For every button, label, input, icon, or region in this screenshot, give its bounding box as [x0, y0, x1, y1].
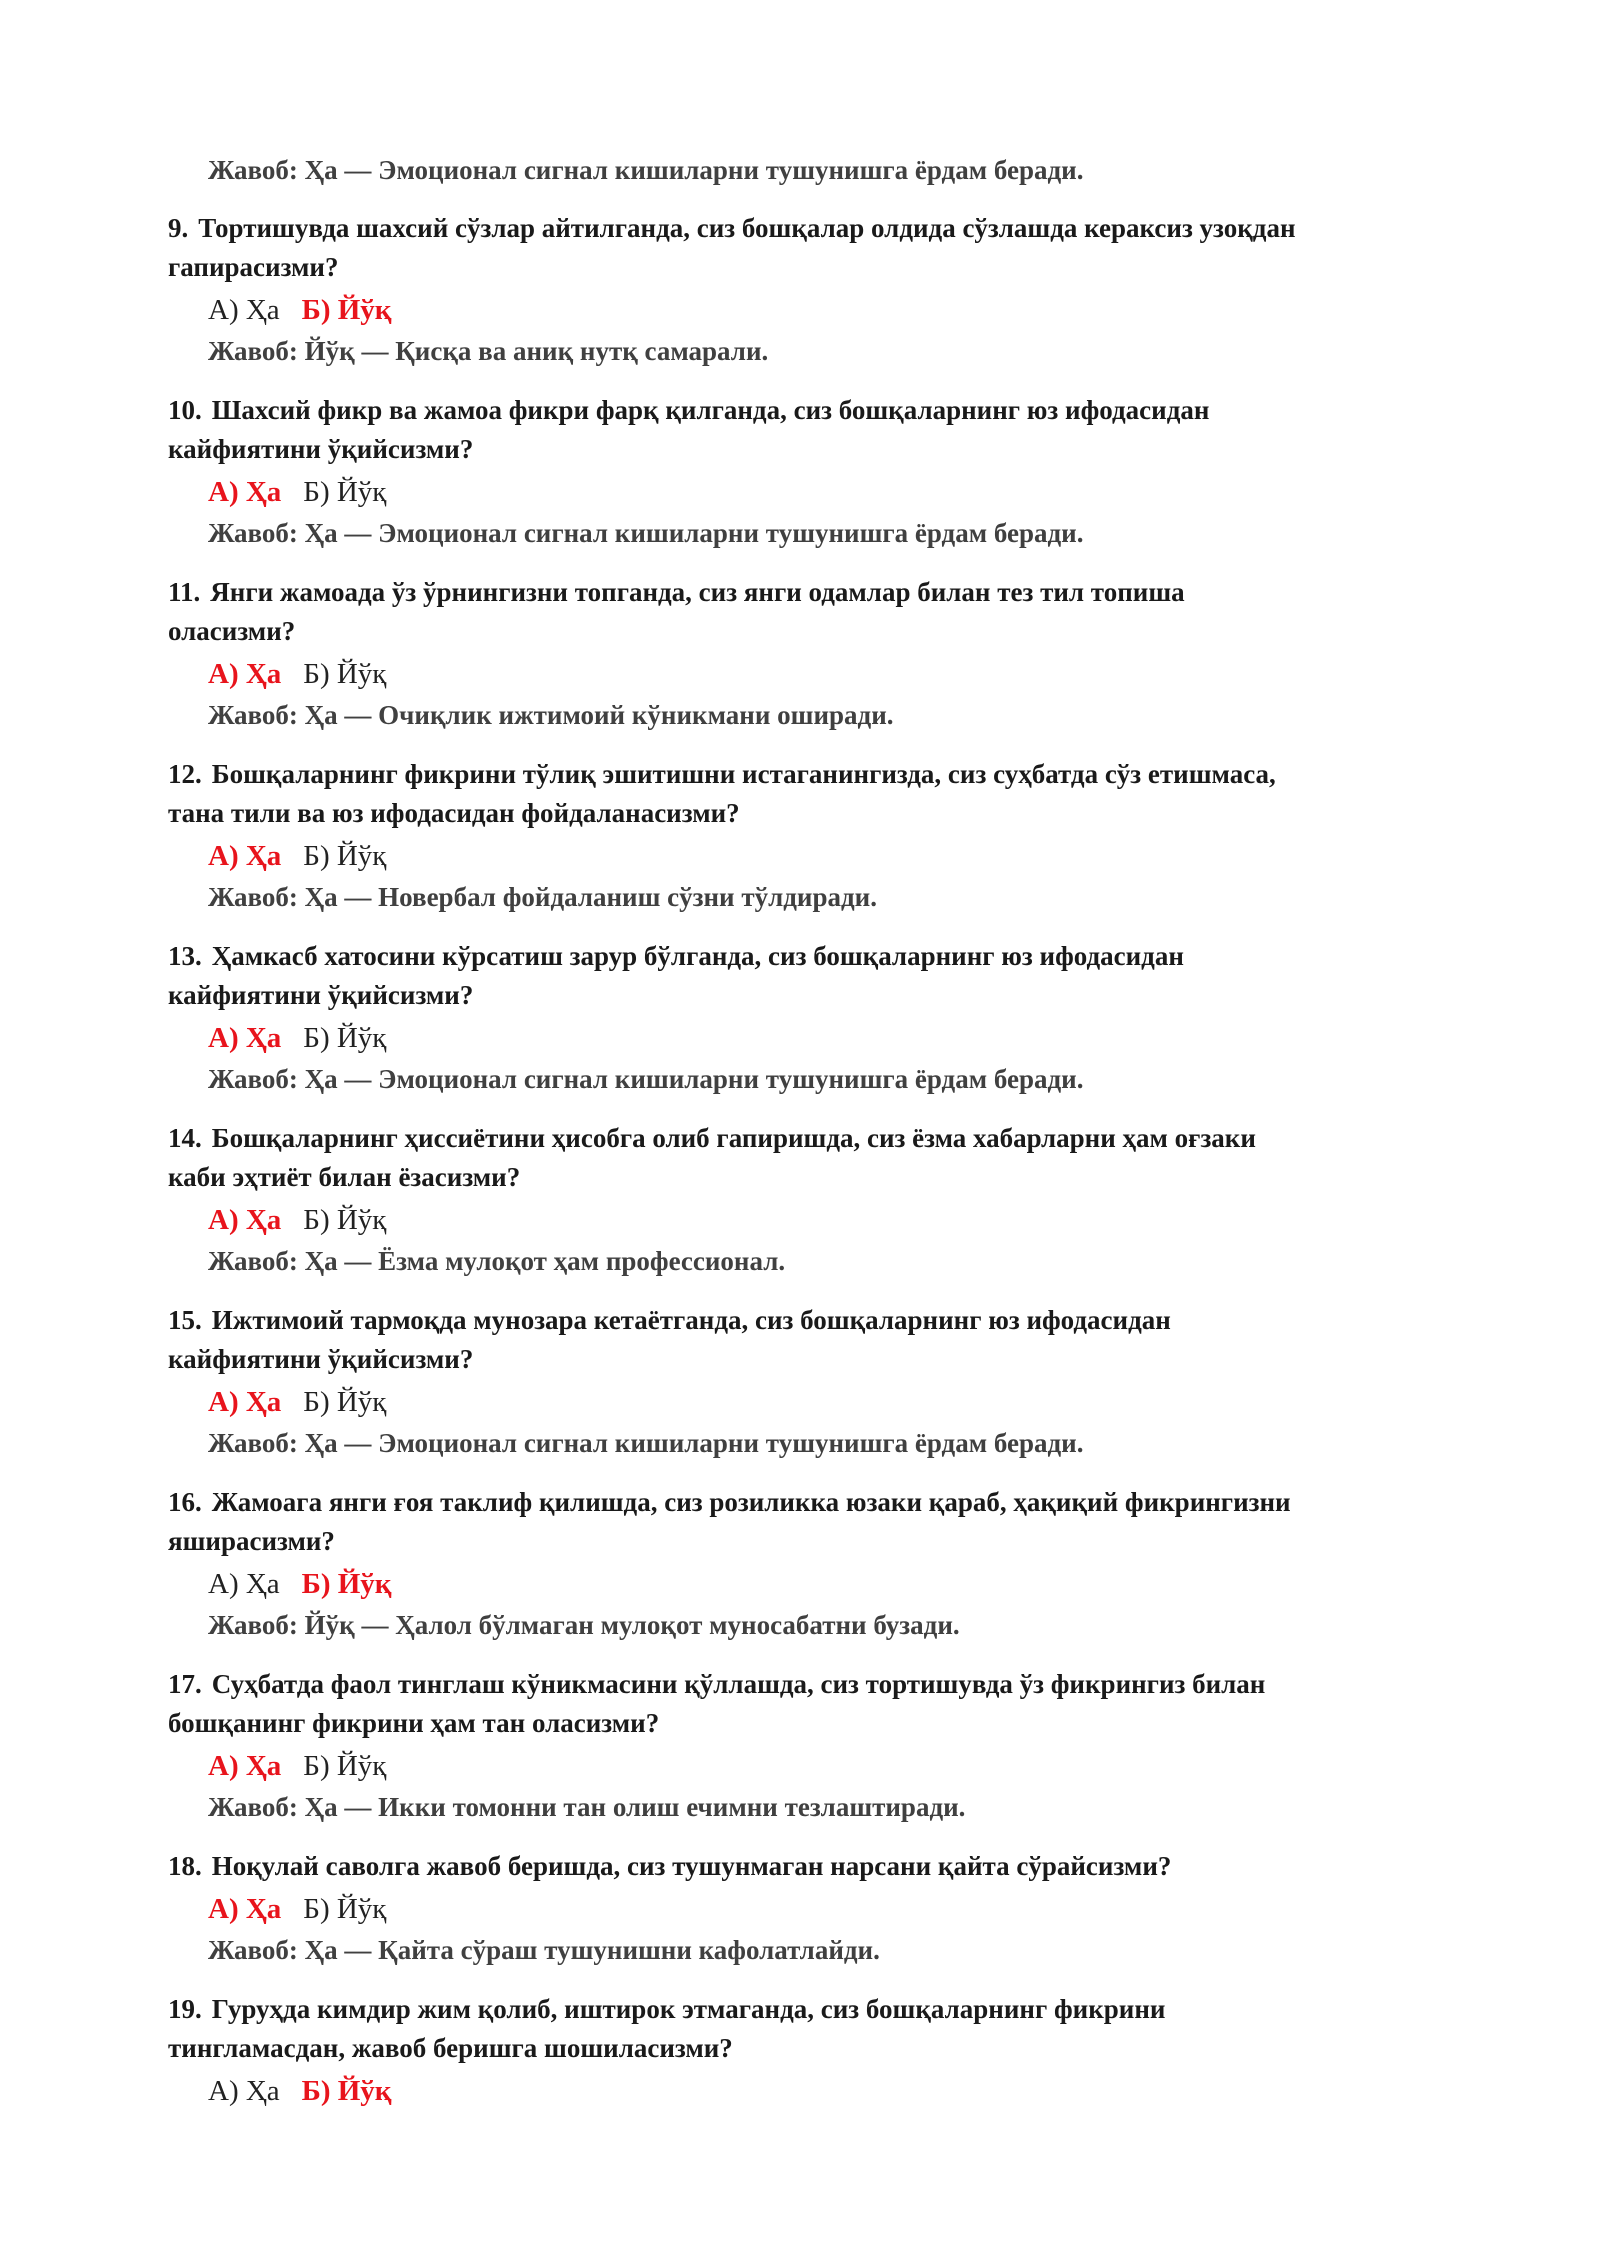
question-item — [168, 1301, 1438, 1463]
question-text: Шахсий фикр ва жамоа фикри фарқ қилганда, сиз бошқаларнинг юз ифодасидан — [211, 395, 1210, 425]
question-text: Суҳбатда фаол тинглаш кўникмасини қўллашда, сиз тортишувда ўз фикрингиз билан — [211, 1669, 1266, 1699]
question-text: Ноқулай саволга жавоб беришда, сиз тушунмаган нарсани қайта сўрайсизми? — [211, 1851, 1172, 1881]
question-item — [168, 1990, 1438, 2112]
question-number: 16. — [168, 1487, 202, 1517]
answer-options — [208, 1561, 1438, 1605]
answer-options — [208, 287, 1438, 331]
question-text-line — [168, 937, 1438, 976]
question-list — [168, 209, 1438, 2132]
question-item — [168, 1483, 1438, 1645]
question-text: Ҳамкасб хатосини кўрсатиш зарур бўлганда, сиз бошқаларнинг юз ифодасидан — [211, 941, 1184, 971]
answer-options — [208, 1197, 1438, 1241]
answer-explanation: Жавоб: Ҳа — Эмоционал сигнал кишиларни тушунишга ёрдам беради. — [208, 155, 1084, 185]
question-text-line — [168, 248, 1438, 287]
question-number: 11. — [168, 577, 201, 607]
question-number: 18. — [168, 1851, 202, 1881]
option-yes: А) Ҳа — [208, 2075, 280, 2107]
question-text: Янги жамоада ўз ўрнингизни топганда, сиз янги одамлар билан тез тил топиша — [210, 577, 1185, 607]
option-no: Б) Йўқ — [301, 294, 392, 326]
question-text: оласизми? — [168, 616, 296, 646]
question-item — [168, 209, 1438, 371]
question-text: бошқанинг фикрини ҳам тан оласизми? — [168, 1708, 660, 1738]
option-no: Б) Йўқ — [303, 1022, 387, 1054]
question-text-line — [168, 755, 1438, 794]
answer-explanation: Жавоб: Ҳа — Эмоционал сигнал кишиларни тушунишга ёрдам беради. — [208, 1428, 1084, 1458]
question-item — [168, 1119, 1438, 1281]
option-yes: А) Ҳа — [208, 1568, 280, 1600]
question-text: каби эҳтиёт билан ёзасизми? — [168, 1162, 521, 1192]
question-text-line — [168, 209, 1438, 248]
answer-explanation: Жавоб: Ҳа — Очиқлик ижтимоий кўникмани оширади. — [208, 700, 894, 730]
question-text-line — [168, 1301, 1438, 1340]
option-no: Б) Йўқ — [303, 476, 387, 508]
answer-options — [208, 1015, 1438, 1059]
answer-explanation: Жавоб: Йўқ — Қисқа ва аниқ нутқ самарали. — [208, 336, 769, 366]
question-text: Бошқаларнинг фикрини тўлиқ эшитишни истаганингизда, сиз суҳбатда сўз етишмаса, — [211, 759, 1276, 789]
question-text-line — [168, 391, 1438, 430]
question-number: 13. — [168, 941, 202, 971]
option-no: Б) Йўқ — [301, 2075, 392, 2107]
question-item — [168, 1665, 1438, 1827]
question-text-line — [168, 1704, 1438, 1743]
answer-explanation: Жавоб: Ҳа — Икки томонни тан олиш ечимни тезлаштиради. — [208, 1792, 966, 1822]
answer-explanation: Жавоб: Ҳа — Ёзма мулоқот ҳам профессионал. — [208, 1246, 786, 1276]
answer-explanation: Жавоб: Ҳа — Новербал фойдаланиш сўзни тўлдиради. — [208, 882, 877, 912]
question-text: Жамоага янги ғоя таклиф қилишда, сиз розиликка юзаки қараб, ҳақиқий фикрингизни — [211, 1487, 1291, 1517]
answer-options — [208, 2068, 1438, 2112]
option-yes: А) Ҳа — [208, 1386, 282, 1418]
question-number: 15. — [168, 1305, 202, 1335]
question-item — [168, 937, 1438, 1099]
answer-options — [208, 1886, 1438, 1930]
question-number: 17. — [168, 1669, 202, 1699]
question-text-line — [168, 2029, 1438, 2068]
option-yes: А) Ҳа — [208, 1750, 282, 1782]
answer-options — [208, 833, 1438, 877]
question-text-line — [168, 1340, 1438, 1379]
question-text-line — [168, 430, 1438, 469]
answer-explanation: Жавоб: Йўқ — Ҳалол бўлмаган мулоқот муносабатни бузади. — [208, 1610, 960, 1640]
option-yes: А) Ҳа — [208, 294, 280, 326]
question-number: 10. — [168, 395, 202, 425]
question-number: 9. — [168, 213, 189, 243]
answer-options — [208, 469, 1438, 513]
question-text: гапирасизми? — [168, 252, 339, 282]
option-yes: А) Ҳа — [208, 476, 282, 508]
question-item — [168, 391, 1438, 553]
question-text: Тортишувда шахсий сўзлар айтилганда, сиз бошқалар олдида сўзлашда кераксиз узоқдан — [198, 213, 1296, 243]
answer-explanation: Жавоб: Ҳа — Қайта сўраш тушунишни кафолатлайди. — [208, 1935, 880, 1965]
question-text-line — [168, 1847, 1438, 1886]
option-no: Б) Йўқ — [303, 840, 387, 872]
option-yes: А) Ҳа — [208, 1204, 282, 1236]
question-number: 12. — [168, 759, 202, 789]
option-no: Б) Йўқ — [303, 1750, 387, 1782]
question-item — [168, 1847, 1438, 1970]
question-item — [168, 755, 1438, 917]
question-text: Ижтимоий тармоқда мунозара кетаётганда, сиз бошқаларнинг юз ифодасидан — [211, 1305, 1171, 1335]
option-no: Б) Йўқ — [303, 658, 387, 690]
question-text-line — [168, 794, 1438, 833]
question-text: Бошқаларнинг ҳиссиётини ҳисобга олиб гапиришда, сиз ёзма хабарларни ҳам оғзаки — [211, 1123, 1256, 1153]
option-no: Б) Йўқ — [303, 1893, 387, 1925]
question-text-line — [168, 1158, 1438, 1197]
question-text: кайфиятини ўқийсизми? — [168, 1344, 474, 1374]
question-text-line — [168, 1665, 1438, 1704]
question-text: кайфиятини ўқийсизми? — [168, 980, 474, 1010]
question-text-line — [168, 976, 1438, 1015]
question-item — [168, 573, 1438, 735]
question-text-line — [168, 573, 1438, 612]
answer-explanation: Жавоб: Ҳа — Эмоционал сигнал кишиларни тушунишга ёрдам беради. — [208, 1064, 1084, 1094]
option-yes: А) Ҳа — [208, 1022, 282, 1054]
option-no: Б) Йўқ — [303, 1204, 387, 1236]
question-number: 19. — [168, 1994, 202, 2024]
question-text: кайфиятини ўқийсизми? — [168, 434, 474, 464]
option-no: Б) Йўқ — [301, 1568, 392, 1600]
question-text: тана тили ва юз ифодасидан фойдаланасизми? — [168, 798, 740, 828]
option-yes: А) Ҳа — [208, 658, 282, 690]
question-text-line — [168, 612, 1438, 651]
question-text-line — [168, 1119, 1438, 1158]
question-text-line — [168, 1483, 1438, 1522]
option-yes: А) Ҳа — [208, 840, 282, 872]
question-text-line — [168, 1990, 1438, 2029]
option-no: Б) Йўқ — [303, 1386, 387, 1418]
option-yes: А) Ҳа — [208, 1893, 282, 1925]
answer-options — [208, 1379, 1438, 1423]
question-number: 14. — [168, 1123, 202, 1153]
answer-options — [208, 1743, 1438, 1787]
question-text: яширасизми? — [168, 1526, 335, 1556]
answer-explanation: Жавоб: Ҳа — Эмоционал сигнал кишиларни тушунишга ёрдам беради. — [208, 518, 1084, 548]
question-text-line — [168, 1522, 1438, 1561]
question-text: тингламасдан, жавоб беришга шошиласизми? — [168, 2033, 733, 2063]
answer-options — [208, 651, 1438, 695]
question-text: Гуруҳда кимдир жим қолиб, иштирок этмаганда, сиз бошқаларнинг фикрини — [211, 1994, 1166, 2024]
